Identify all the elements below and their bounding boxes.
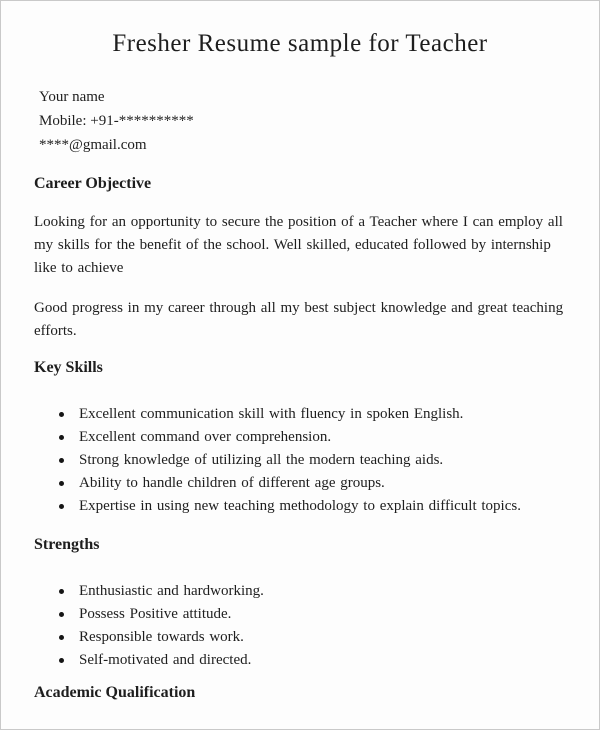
list-item xyxy=(35,403,599,426)
contact-mobile: Mobile: +91-********** xyxy=(39,113,194,129)
section-academic-qualification xyxy=(1,682,599,704)
list-item-text: Enthusiastic and hardworking. xyxy=(79,583,264,599)
bullet-icon xyxy=(59,589,64,594)
career-objective-paragraph-1: Looking for an opportunity to secure the position of a Teacher where I can employ all my skills for the benefit of the school. Well skilled, educated followed by internship like to achieve xyxy=(34,214,563,276)
list-item xyxy=(35,449,599,472)
career-objective-paragraph-2: Good progress in my career through all my best subject knowledge and great teaching efforts. xyxy=(34,300,564,339)
section-strengths xyxy=(1,534,599,672)
list-item-text: Strong knowledge of utilizing all the modern teaching aids. xyxy=(79,452,444,468)
bullet-icon xyxy=(59,435,64,440)
strengths-heading: Strengths xyxy=(34,536,100,553)
academic-qualification-heading: Academic Qualification xyxy=(34,684,196,701)
list-item-text: Excellent command over comprehension. xyxy=(79,429,332,445)
list-item-text: Excellent communication skill with fluency in spoken English. xyxy=(79,406,464,422)
contact-name: Your name xyxy=(39,89,105,105)
list-item xyxy=(35,495,599,518)
key-skills-heading: Key Skills xyxy=(34,359,103,376)
list-item-text: Responsible towards work. xyxy=(79,629,244,645)
bullet-icon xyxy=(59,612,64,617)
list-item xyxy=(35,603,599,626)
list-item-text: Expertise in using new teaching methodology to explain difficult topics. xyxy=(79,498,521,514)
list-item xyxy=(35,472,599,495)
list-item-text: Self-motivated and directed. xyxy=(79,652,252,668)
page-title: Fresher Resume sample for Teacher xyxy=(112,30,488,57)
bullet-icon xyxy=(59,481,64,486)
bullet-icon xyxy=(59,658,64,663)
list-item xyxy=(35,626,599,649)
career-objective-heading: Career Objective xyxy=(34,175,152,192)
section-key-skills xyxy=(1,357,599,518)
bullet-icon xyxy=(59,412,64,417)
strengths-list xyxy=(1,580,599,672)
list-item-text: Ability to handle children of different age groups. xyxy=(79,475,385,491)
list-item-text: Possess Positive attitude. xyxy=(79,606,232,622)
bullet-icon xyxy=(59,458,64,463)
list-item xyxy=(35,580,599,603)
contact-email: ****@gmail.com xyxy=(39,137,147,153)
section-career-objective xyxy=(1,173,599,343)
contact-block xyxy=(39,85,599,157)
list-item xyxy=(35,426,599,449)
list-item xyxy=(35,649,599,672)
bullet-icon xyxy=(59,504,64,509)
key-skills-list xyxy=(1,403,599,518)
bullet-icon xyxy=(59,635,64,640)
